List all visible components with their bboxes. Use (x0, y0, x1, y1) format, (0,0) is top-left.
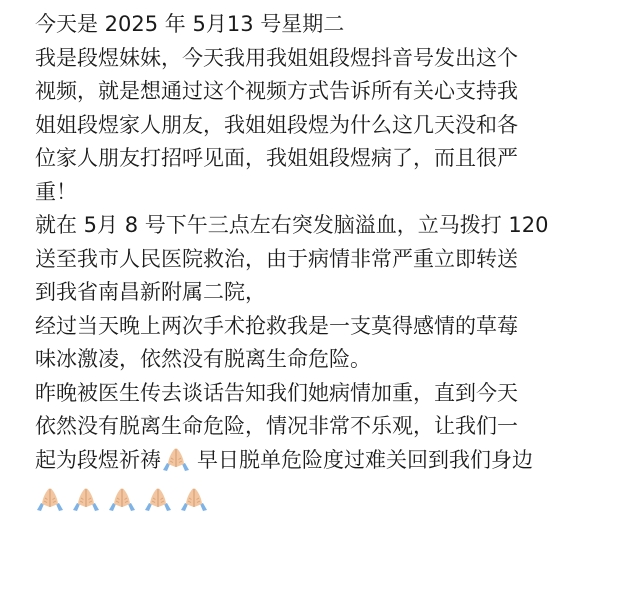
text-line: 重！ (35, 179, 77, 204)
text-line: 到我省南昌新附属二院， (35, 280, 266, 304)
folded-hands-icon (71, 486, 101, 512)
text-line: 味冰激凌，依然没有脱离生命危险。 (35, 347, 371, 371)
folded-hands-icon (161, 446, 191, 472)
prayer-text-before: 起为段煜祈祷 (35, 447, 161, 472)
text-line-date: 今天是 2025 年 5月13 号星期二 (35, 12, 345, 36)
text-line: 我是段煜妹妹，今天我用我姐姐段煜抖音号发出这个 (35, 45, 518, 70)
text-line: 视频，就是想通过这个视频方式告诉所有关心支持我 (35, 79, 518, 103)
folded-hands-icon (179, 486, 209, 512)
folded-hands-icon (35, 486, 65, 512)
text-line: 送至我市人民医院救治，由于病情非常严重立即转送 (35, 246, 518, 271)
text-line: 经过当天晚上两次手术抢救我是一支莫得感情的草莓 (35, 313, 518, 338)
text-line: 位家人朋友打招呼见面，我姐姐段煜病了，而且很严 (35, 146, 518, 170)
text-line: 昨晚被医生传去谈话告知我们她病情加重，直到今天 (35, 380, 518, 405)
text-line: 就在 5月 8 号下午三点左右突发脑溢血，立马拨打 120 (35, 213, 549, 237)
folded-hands-icon (107, 486, 137, 512)
text-line: 姐姐段煜家人朋友，我姐姐段煜为什么这几天没和各 (35, 112, 518, 137)
prayer-text-after: 早日脱单危险度过难关回到我们身边 (197, 447, 533, 472)
folded-hands-icon (143, 486, 173, 512)
text-line-prayer (35, 444, 614, 478)
emoji-row (35, 479, 614, 519)
text-line: 依然没有脱离生命危险，情况非常不乐观，让我们一 (35, 414, 518, 438)
